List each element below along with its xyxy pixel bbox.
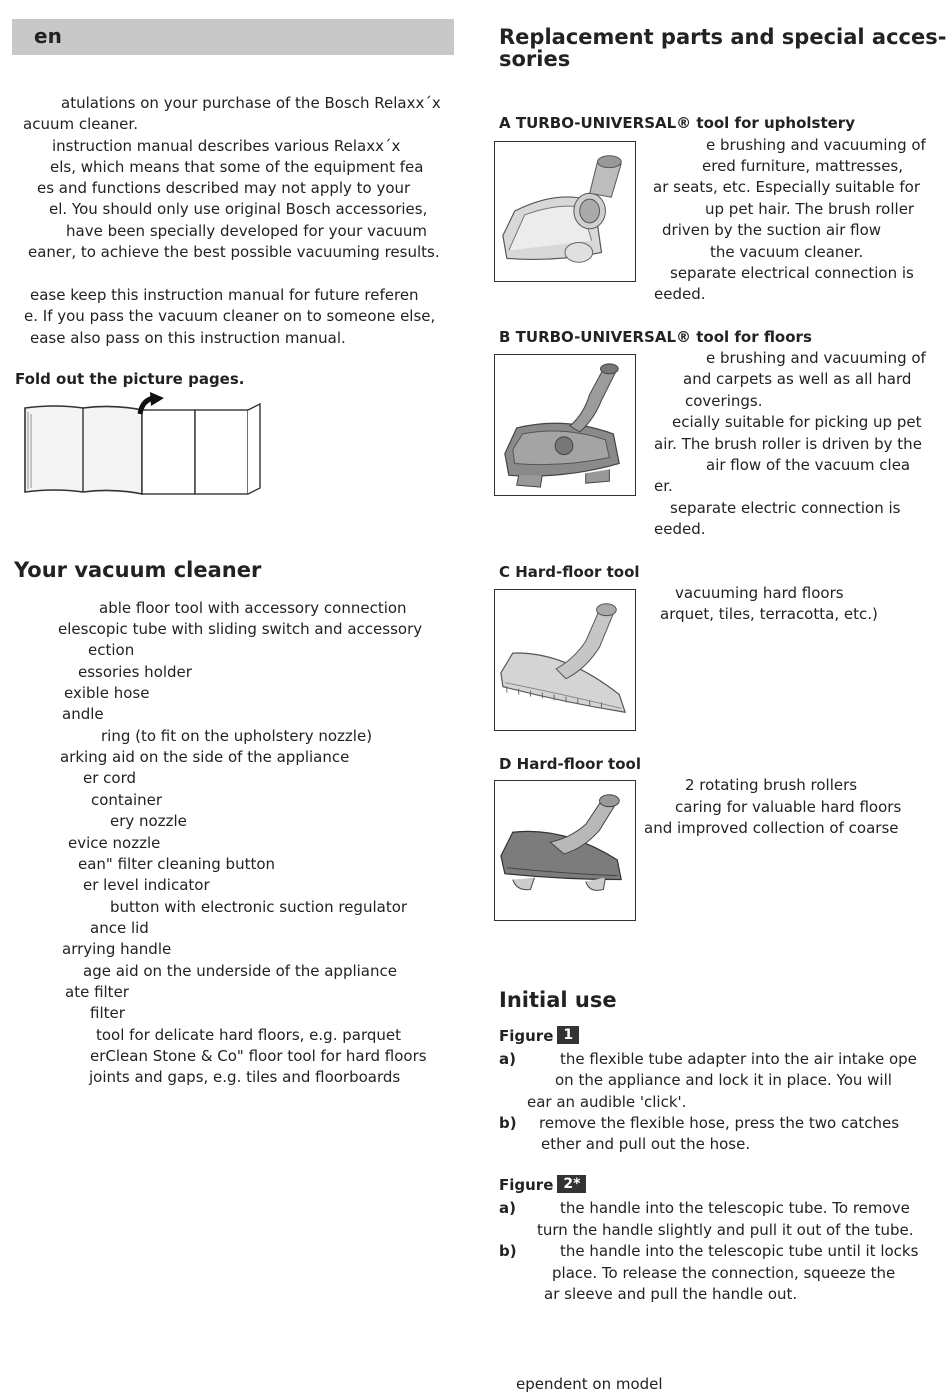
- intro-line: have been specially developed for your vacuum: [66, 222, 428, 240]
- step-b-label: b): [499, 1242, 517, 1260]
- step-b-label: b): [499, 1114, 517, 1132]
- section-line: er.: [654, 477, 673, 495]
- intro-line: es and functions described may not apply to your: [37, 179, 411, 197]
- list-item: button with electronic suction regulator: [110, 898, 408, 916]
- initial-use-title: Initial use: [499, 988, 617, 1012]
- keep-line: ease also pass on this instruction manual.: [30, 329, 346, 347]
- fold-out-note: Fold out the picture pages.: [15, 370, 245, 388]
- section-d-heading: D Hard-floor tool: [499, 755, 641, 773]
- step-line: the flexible tube adapter into the air intake ope: [560, 1050, 917, 1068]
- section-line: separate electric connection is: [670, 499, 901, 517]
- list-item: joints and gaps, e.g. tiles and floorboards: [89, 1068, 401, 1086]
- step-a-label: a): [499, 1199, 516, 1217]
- list-item: er cord: [83, 769, 137, 787]
- intro-line: el. You should only use original Bosch accessories,: [49, 200, 428, 218]
- floor-turbo-tool-image: [494, 354, 636, 496]
- section-line: e brushing and vacuuming of: [706, 136, 926, 154]
- section-line: up pet hair. The brush roller: [705, 200, 915, 218]
- step-line: ar sleeve and pull the handle out.: [544, 1285, 798, 1303]
- section-line: and carpets as well as all hard: [683, 370, 912, 388]
- intro-line: els, which means that some of the equipment fea: [50, 158, 424, 176]
- figure-1-badge: 1: [557, 1026, 579, 1044]
- list-item: ection: [88, 641, 135, 659]
- list-item: tool for delicate hard floors, e.g. parquet: [96, 1026, 401, 1044]
- keep-line: ease keep this instruction manual for future referen: [30, 286, 419, 304]
- figure-1-label: [499, 1026, 579, 1047]
- replacement-title-line-1: Replacement parts and special acces-: [499, 25, 947, 49]
- step-line: place. To release the connection, squeeze the: [552, 1264, 896, 1282]
- list-item: ery nozzle: [110, 812, 187, 830]
- section-line: the vacuum cleaner.: [710, 243, 864, 261]
- section-line: ecially suitable for picking up pet: [672, 413, 922, 431]
- language-code: en: [34, 24, 62, 48]
- list-item: ate filter: [65, 983, 129, 1001]
- intro-line: acuum cleaner.: [23, 115, 138, 133]
- step-line: remove the flexible hose, press the two catches: [539, 1114, 900, 1132]
- section-b-heading: B TURBO-UNIVERSAL® tool for floors: [499, 328, 812, 346]
- section-line: air. The brush roller is driven by the: [654, 435, 922, 453]
- figure-label-text: Figure: [499, 1176, 554, 1194]
- list-item: age aid on the underside of the appliance: [83, 962, 397, 980]
- section-line: vacuuming hard floors: [675, 584, 844, 602]
- hard-floor-tool-d-image: [494, 780, 636, 921]
- list-item: evice nozzle: [68, 834, 161, 852]
- your-vacuum-title: Your vacuum cleaner: [14, 558, 262, 582]
- section-line: ered furniture, mattresses,: [702, 157, 904, 175]
- list-item: filter: [90, 1004, 125, 1022]
- list-item: er level indicator: [83, 876, 210, 894]
- figure-2-badge: 2*: [557, 1175, 586, 1193]
- section-line: e brushing and vacuuming of: [706, 349, 926, 367]
- section-a-heading: A TURBO-UNIVERSAL® tool for upholstery: [499, 114, 855, 132]
- list-item: essories holder: [78, 663, 192, 681]
- list-item: ance lid: [90, 919, 149, 937]
- step-line: ear an audible 'click'.: [527, 1093, 687, 1111]
- intro-line: instruction manual describes various Relaxx´x: [52, 137, 401, 155]
- section-c-heading: C Hard-floor tool: [499, 563, 640, 581]
- language-bar: [12, 19, 454, 55]
- intro-line: atulations on your purchase of the Bosch Relaxx´x: [61, 94, 441, 112]
- figure-2-label: [499, 1175, 586, 1196]
- section-line: coverings.: [685, 392, 763, 410]
- step-line: ether and pull out the hose.: [541, 1135, 751, 1153]
- step-line: the handle into the telescopic tube until it locks: [560, 1242, 919, 1260]
- list-item: erClean Stone & Co" floor tool for hard floors: [90, 1047, 427, 1065]
- step-line: turn the handle slightly and pull it out of the tube.: [537, 1221, 914, 1239]
- section-line: caring for valuable hard floors: [675, 798, 902, 816]
- list-item: exible hose: [64, 684, 150, 702]
- section-line: and improved collection of coarse: [644, 819, 899, 837]
- list-item: able floor tool with accessory connection: [99, 599, 407, 617]
- section-line: eeded.: [654, 520, 706, 538]
- upholstery-tool-image: [494, 141, 636, 282]
- list-item: andle: [62, 705, 104, 723]
- replacement-title-line-2: sories: [499, 47, 571, 71]
- list-item: arking aid on the side of the appliance: [60, 748, 350, 766]
- list-item: container: [91, 791, 163, 809]
- hard-floor-tool-c-image: [494, 589, 636, 731]
- keep-line: e. If you pass the vacuum cleaner on to someone else,: [24, 307, 436, 325]
- fold-out-pages-illustration: [20, 392, 265, 498]
- intro-line: eaner, to achieve the best possible vacuuming results.: [28, 243, 440, 261]
- list-item: elescopic tube with sliding switch and accessory: [58, 620, 423, 638]
- step-line: on the appliance and lock it in place. You will: [555, 1071, 892, 1089]
- footnote: ependent on model: [516, 1375, 663, 1392]
- step-a-label: a): [499, 1050, 516, 1068]
- step-line: the handle into the telescopic tube. To remove: [560, 1199, 910, 1217]
- section-line: eeded.: [654, 285, 706, 303]
- list-item: arrying handle: [62, 940, 172, 958]
- section-line: 2 rotating brush rollers: [685, 776, 858, 794]
- section-line: arquet, tiles, terracotta, etc.): [660, 605, 878, 623]
- section-line: ar seats, etc. Especially suitable for: [653, 178, 920, 196]
- figure-label-text: Figure: [499, 1027, 554, 1045]
- section-line: driven by the suction air flow: [662, 221, 882, 239]
- list-item: ring (to fit on the upholstery nozzle): [101, 727, 373, 745]
- list-item: ean" filter cleaning button: [78, 855, 276, 873]
- section-line: separate electrical connection is: [670, 264, 914, 282]
- section-line: air flow of the vacuum clea: [706, 456, 911, 474]
